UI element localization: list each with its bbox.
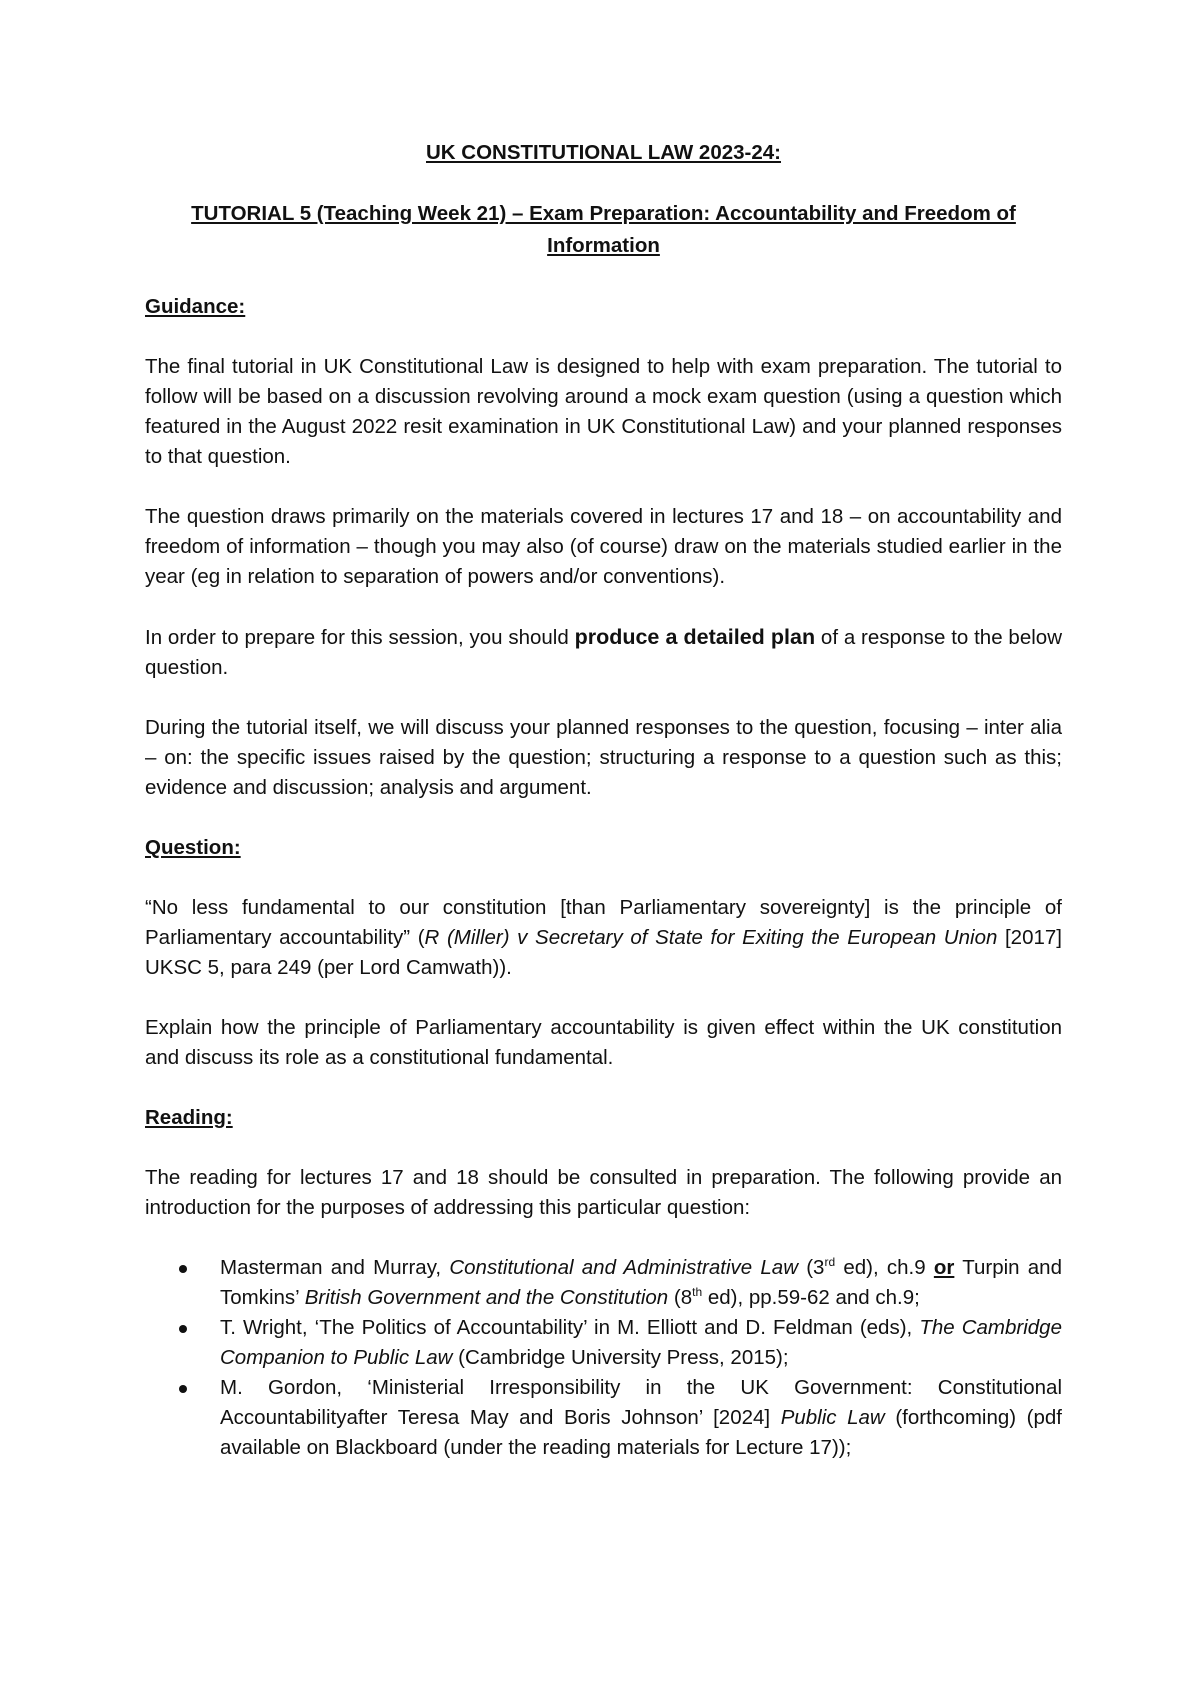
reading-item-3	[145, 1373, 1062, 1463]
bullet-icon	[179, 1385, 187, 1393]
reading-3-authors: M. Gordon, ‘Ministerial Irresponsibility in the UK Government: Constitutional Accountabilityafter Teresa May and Boris Johnson’ [2024]	[220, 1376, 1062, 1429]
guidance-p3-emphasis: produce a detailed plan	[574, 625, 816, 649]
guidance-p3-end: of a response to the below question.	[145, 626, 1062, 679]
reading-1-alt-authors: Turpin and Tomkins’	[220, 1256, 1062, 1309]
reading-2-title: The Cambridge Companion to Public Law	[220, 1316, 1062, 1369]
guidance-paragraph-4: During the tutorial itself, we will discuss your planned responses to the question, focusing – inter alia – on: the specific issues raised by the question; structuring a response to a question such as this; evidence and discussion; analysis and argument.	[145, 716, 1062, 799]
guidance-paragraph-3	[145, 622, 1062, 683]
reading-2-authors: T. Wright, ‘The Politics of Accountability’ in M. Elliott and D. Feldman (eds),	[220, 1316, 920, 1339]
course-title: UK CONSTITUTIONAL LAW 2023-24:	[426, 141, 781, 164]
tutorial-title: TUTORIAL 5 (Teaching Week 21) – Exam Preparation: Accountability and Freedom of Information	[191, 202, 1016, 257]
reading-1-chapter: ed), ch.9	[835, 1256, 934, 1279]
reading-3-note: (forthcoming) (pdf available on Blackboard (under the reading materials for Lecture 17));	[220, 1406, 1062, 1459]
bullet-icon	[179, 1265, 187, 1273]
question-heading: Question:	[145, 836, 241, 859]
reading-1-title: Constitutional and Administrative Law	[449, 1256, 798, 1279]
reading-1-edition-sup: rd	[824, 1255, 836, 1270]
reading-1-alt-title: British Government and the Constitution	[304, 1286, 669, 1309]
reading-1-alt-pages: ed), pp.59-62 and ch.9;	[702, 1286, 920, 1309]
reading-2-publisher: (Cambridge University Press, 2015);	[452, 1346, 789, 1369]
case-citation: [2017] UKSC 5, para 249 (per Lord Camwath)).	[145, 926, 1062, 979]
case-name: R (Miller) v Secretary of State for Exiting the European Union	[424, 926, 998, 949]
reading-heading: Reading:	[145, 1106, 233, 1129]
reading-1-authors: Masterman and Murray,	[220, 1256, 450, 1279]
reading-item-2	[145, 1313, 1062, 1373]
reading-item-1	[145, 1253, 1062, 1313]
document-body	[145, 138, 1062, 1463]
question-quote	[145, 893, 1062, 983]
guidance-heading: Guidance:	[145, 295, 246, 318]
guidance-p3-start: In order to prepare for this session, you should	[145, 626, 575, 649]
guidance-paragraph-1: The final tutorial in UK Constitutional Law is designed to help with exam preparation. The tutorial to follow will be based on a discussion revolving around a mock exam question (using a question which featured in the August 2022 resit examination in UK Constitutional Law) and your planned responses to that question.	[145, 355, 1062, 468]
reading-list	[145, 1253, 1062, 1463]
reading-1-alt-edition: (8	[668, 1286, 693, 1309]
reading-intro: The reading for lectures 17 and 18 should be consulted in preparation. The following provide an introduction for the purposes of addressing this particular question:	[145, 1166, 1062, 1219]
reading-1-edition: (3	[798, 1256, 825, 1279]
guidance-paragraph-2: The question draws primarily on the materials covered in lectures 17 and 18 – on accountability and freedom of information – though you may also (of course) draw on the materials studied earlier in the year (eg in relation to separation of powers and/or conventions).	[145, 505, 1062, 588]
reading-1-alt-edition-sup: th	[692, 1285, 703, 1300]
quote-text: “No less fundamental to our constitution [than Parliamentary sovereignty] is the principle of Parliamentary accountability” (	[145, 896, 1062, 949]
reading-1-or: or	[933, 1256, 955, 1279]
bullet-icon	[179, 1325, 187, 1333]
reading-3-journal: Public Law	[780, 1406, 885, 1429]
question-task: Explain how the principle of Parliamentary accountability is given effect within the UK constitution and discuss its role as a constitutional fundamental.	[145, 1016, 1062, 1069]
